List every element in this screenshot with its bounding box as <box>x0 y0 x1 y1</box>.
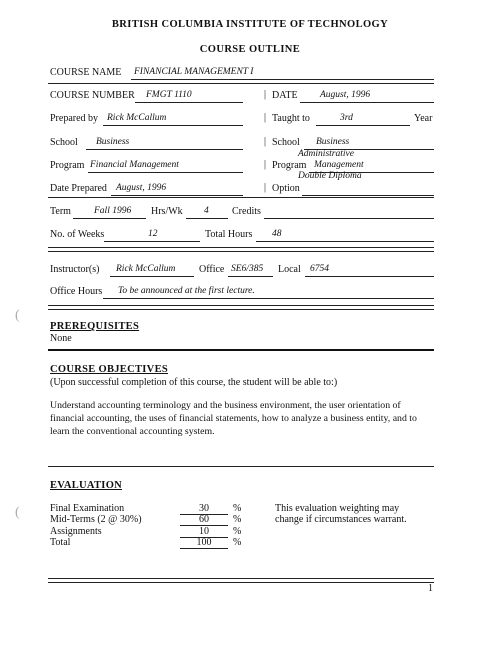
page-number: 1 <box>428 583 433 594</box>
scan-mark: ( <box>15 308 20 323</box>
objectives-heading: COURSE OBJECTIVES <box>50 364 169 375</box>
divider-bar: | <box>264 112 267 123</box>
institution-title: BRITISH COLUMBIA INSTITUTE OF TECHNOLOGY <box>111 19 389 30</box>
program-2-label: Program <box>272 160 307 171</box>
local-value: 6754 <box>310 264 329 274</box>
document-title: COURSE OUTLINE <box>199 44 301 55</box>
date-label: DATE <box>272 90 298 101</box>
year-label: Year <box>414 113 433 124</box>
term-value: Fall 1996 <box>94 206 132 216</box>
instructor-value: Rick McCallum <box>116 264 176 274</box>
course-name-label: COURSE NAME <box>50 67 122 78</box>
weeks-label: No. of Weeks <box>50 229 105 240</box>
school-2-value: Business <box>316 137 350 147</box>
office-hours-label: Office Hours <box>50 286 103 297</box>
hrs-wk-value: 4 <box>204 206 209 216</box>
course-number-label: COURSE NUMBER <box>50 90 135 101</box>
office-label: Office <box>199 264 225 275</box>
program-2-value: Management <box>314 160 364 170</box>
date-value: August, 1996 <box>320 90 371 100</box>
total-hours-value: 48 <box>272 229 282 239</box>
prerequisites-heading: PREREQUISITES <box>50 321 140 332</box>
school-label: School <box>50 137 78 148</box>
evaluation-item: Total <box>50 537 71 548</box>
divider-bar: | <box>264 182 267 193</box>
program-2-value-line2: Double Diploma <box>298 171 362 181</box>
scan-mark: ( <box>15 505 20 520</box>
credits-label: Credits <box>232 206 261 217</box>
program-label: Program <box>50 160 85 171</box>
total-hours-label: Total Hours <box>205 229 253 240</box>
prepared-by-label: Prepared by <box>50 113 99 124</box>
taught-to-value: 3rd <box>340 113 353 123</box>
program-value: Financial Management <box>90 160 179 170</box>
course-name-value: FINANCIAL MANAGEMENT I <box>134 67 254 77</box>
term-label: Term <box>50 206 71 217</box>
prepared-by-value: Rick McCallum <box>107 113 167 123</box>
objectives-body: Understand accounting terminology and the business environment, the user orientation of financial accounting, the uses of financial statements, how to analyze a business entity, and to learn the conventional accounting system. <box>50 400 417 437</box>
evaluation-value: 10 <box>199 526 209 537</box>
evaluation-unit: % <box>233 514 242 525</box>
hrs-wk-label: Hrs/Wk <box>151 206 183 217</box>
office-value: SE6/385 <box>231 264 264 274</box>
office-hours-value: To be announced at the first lecture. <box>118 286 255 296</box>
school-2-value-line2: Administrative <box>298 149 354 159</box>
divider-bar: | <box>264 136 267 147</box>
evaluation-note-line1: This evaluation weighting may <box>275 503 400 514</box>
divider-bar: | <box>264 89 267 100</box>
evaluation-value: 100 <box>196 537 212 548</box>
date-prepared-value: August, 1996 <box>116 183 167 193</box>
local-label: Local <box>278 264 301 275</box>
evaluation-item: Mid-Terms (2 @ 30%) <box>50 514 142 525</box>
prerequisites-text: None <box>50 333 72 344</box>
taught-to-label: Taught to <box>272 113 310 124</box>
objectives-intro: (Upon successful completion of this course, the student will be able to:) <box>50 377 338 388</box>
divider-bar: | <box>264 159 267 170</box>
evaluation-unit: % <box>233 537 242 548</box>
instructor-label: Instructor(s) <box>50 264 100 275</box>
weeks-value: 12 <box>148 229 158 239</box>
evaluation-value: 60 <box>199 514 209 525</box>
school-value: Business <box>96 137 130 147</box>
evaluation-heading: EVALUATION <box>50 480 123 491</box>
date-prepared-label: Date Prepared <box>50 183 107 194</box>
evaluation-note-line2: change if circumstances warrant. <box>275 514 407 525</box>
option-label: Option <box>272 183 300 194</box>
evaluation-unit: % <box>233 526 242 537</box>
evaluation-unit: % <box>233 503 242 514</box>
evaluation-value: 30 <box>199 503 209 514</box>
school-2-label: School <box>272 137 300 148</box>
evaluation-item: Final Examination <box>50 503 125 514</box>
evaluation-item: Assignments <box>50 526 102 537</box>
course-number-value: FMGT 1110 <box>146 90 192 100</box>
